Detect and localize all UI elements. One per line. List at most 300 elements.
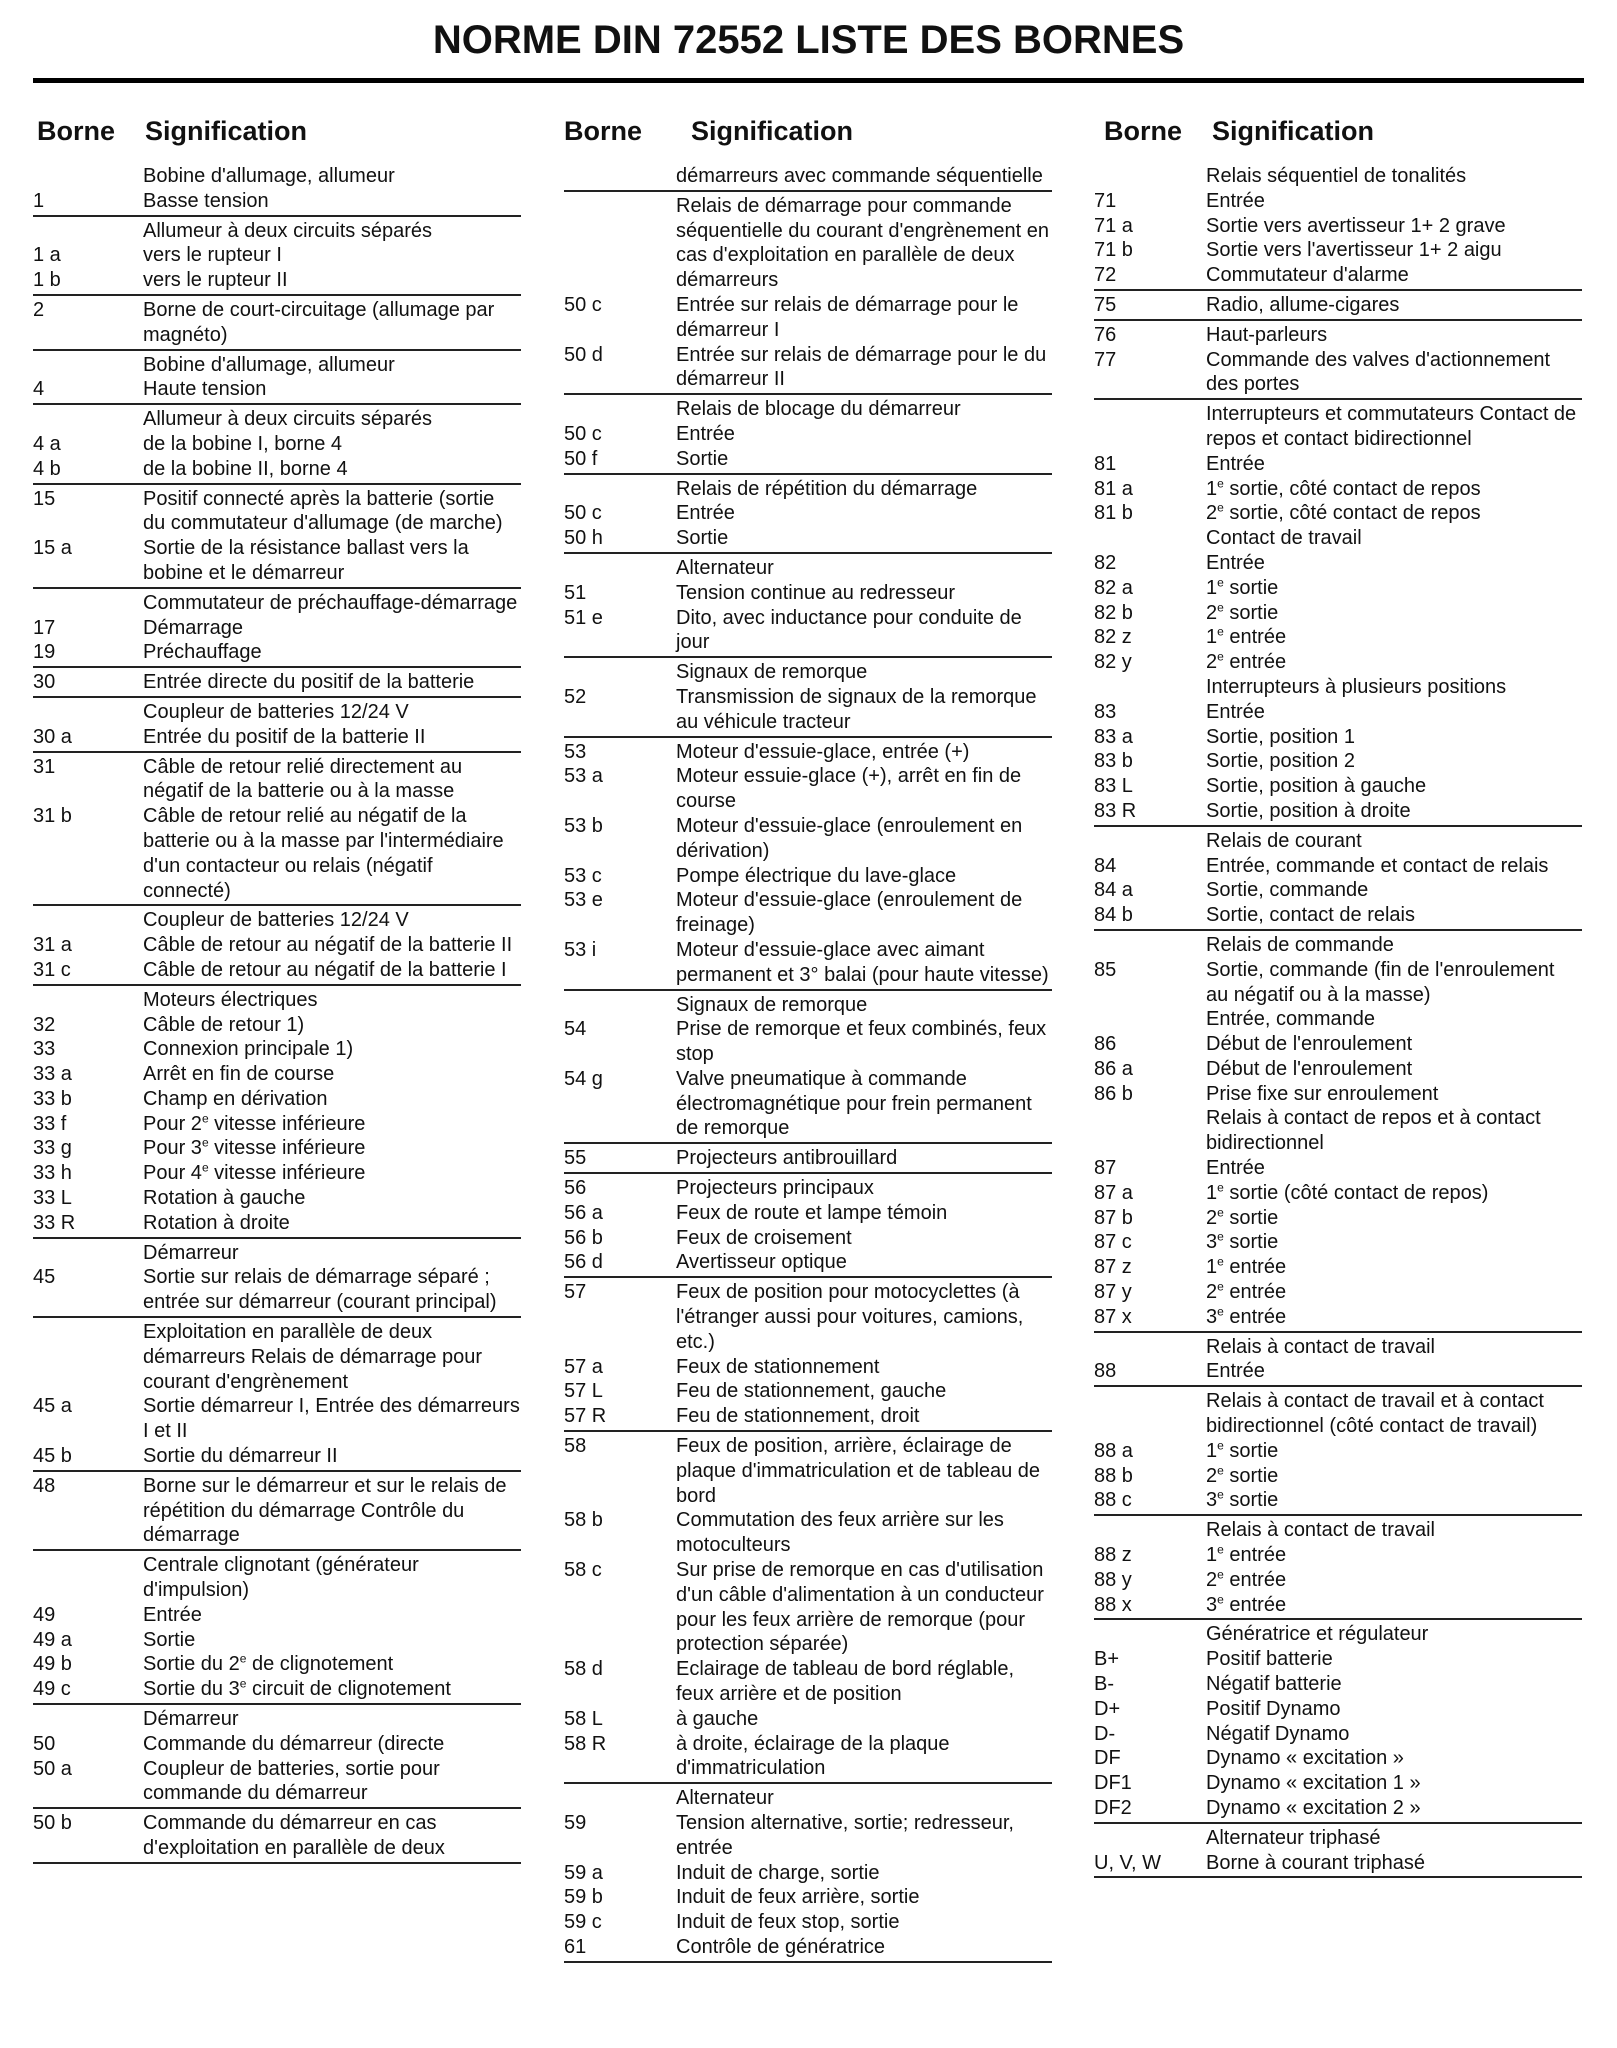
terminal-row	[564, 1707, 1052, 1732]
terminal-row	[1094, 1230, 1582, 1255]
terminal-group	[33, 405, 521, 484]
terminal-number: 17	[33, 616, 56, 639]
terminal-number: 55	[564, 1147, 587, 1170]
terminal-row	[564, 1558, 1052, 1657]
terminal-number: 57 L	[564, 1380, 603, 1403]
terminal-number	[1094, 1826, 1206, 1851]
terminal-number: 88	[1094, 1360, 1117, 1383]
terminal-meaning: Relais séquentiel de tonalités	[1206, 165, 1467, 187]
terminal-row	[564, 556, 1052, 581]
terminal-number: 83 L	[1094, 775, 1133, 798]
terminal-row	[1094, 1593, 1582, 1618]
terminal-meaning: Coupleur de batteries 12/24 V	[143, 700, 409, 723]
terminal-number	[33, 353, 143, 378]
terminal-number	[33, 908, 143, 933]
terminal-row	[33, 487, 521, 537]
terminal-meaning: 3e sortie	[1206, 1487, 1279, 1512]
terminal-number: 87 a	[1094, 1181, 1133, 1204]
terminal-group	[564, 1278, 1052, 1432]
terminal-table	[564, 162, 1052, 1963]
terminal-number: 83 b	[1094, 750, 1133, 773]
terminal-row	[33, 804, 521, 903]
terminal-row	[1094, 829, 1582, 854]
terminal-meaning: Sortie	[676, 447, 729, 470]
terminal-number: 50 h	[564, 527, 603, 550]
terminal-row	[33, 1474, 521, 1548]
terminal-meaning: 2e sortie	[1206, 1462, 1279, 1487]
terminal-meaning: Dynamo « excitation 2 »	[1206, 1797, 1421, 1819]
header-signification: Signification	[1212, 116, 1374, 146]
terminal-number: 86 a	[1094, 1057, 1133, 1080]
terminal-row	[33, 933, 521, 958]
terminal-number: 50 c	[564, 502, 602, 525]
terminal-meaning: Interrupteurs et commutateurs Contact de repos et contact bidirectionnel	[1206, 403, 1577, 450]
terminal-number: 49 c	[33, 1678, 71, 1701]
terminal-meaning: 2e sortie	[1206, 599, 1279, 624]
terminal-meaning: Relais de commande	[1206, 933, 1394, 956]
terminal-meaning: Feux de croisement	[676, 1226, 852, 1249]
terminal-meaning: Négatif batterie	[1206, 1673, 1342, 1696]
terminal-number	[33, 219, 143, 244]
terminal-number: 82 a	[1094, 576, 1133, 599]
terminal-number: 82 z	[1094, 626, 1132, 649]
terminal-number	[33, 164, 143, 189]
terminal-number: 75	[1094, 293, 1117, 316]
terminal-number: 45 a	[33, 1395, 72, 1418]
terminal-number	[1094, 1518, 1206, 1543]
terminal-number: 59	[564, 1812, 587, 1834]
terminal-row	[1094, 1255, 1582, 1280]
terminal-group	[33, 1705, 521, 1809]
terminal-group	[564, 475, 1052, 554]
terminal-row	[1094, 477, 1582, 502]
terminal-number: 81 a	[1094, 477, 1133, 500]
terminal-row	[1094, 214, 1582, 239]
terminal-table	[33, 162, 521, 1864]
terminal-meaning: Câble de retour au négatif de la batterie II	[143, 934, 513, 957]
terminal-meaning: Relais à contact de travail	[1206, 1519, 1436, 1542]
terminal-row	[33, 1603, 521, 1628]
terminal-group	[1094, 1620, 1582, 1823]
terminal-row	[1094, 1082, 1582, 1107]
terminal-row	[1094, 1389, 1582, 1439]
terminal-number: 87 b	[1094, 1206, 1133, 1229]
terminal-row	[1094, 1181, 1582, 1206]
terminal-row	[1094, 933, 1582, 958]
terminal-row	[33, 536, 521, 586]
terminal-group	[564, 395, 1052, 474]
terminal-row	[33, 457, 521, 482]
terminal-number	[564, 993, 676, 1018]
terminal-meaning: Pour 4e vitesse inférieure	[143, 1160, 366, 1185]
terminal-meaning: Relais de démarrage pour commande séquentielle du courant d'engrènement en cas d'exploitation en parallèle de deux démarreurs	[676, 194, 1049, 292]
terminal-meaning: Commande des valves d'actionnement des portes	[1206, 348, 1551, 396]
terminal-meaning: Signaux de remorque	[676, 993, 868, 1016]
terminal-row	[33, 298, 521, 348]
terminal-number: 53 e	[564, 889, 603, 912]
terminal-meaning: Entrée du positif de la batterie II	[143, 725, 426, 748]
terminal-row	[33, 243, 521, 268]
terminal-meaning: Entrée	[1206, 700, 1265, 723]
terminal-meaning: Sortie, commande	[1206, 879, 1369, 902]
terminal-meaning: Entrée directe du positif de la batterie	[143, 671, 475, 694]
terminal-meaning: Relais à contact de travail et à contact bidirectionnel (côté contact de travail)	[1206, 1390, 1544, 1438]
terminal-meaning: Coupleur de batteries 12/24 V	[143, 909, 409, 932]
terminal-row	[33, 1136, 521, 1161]
terminal-meaning: Bobine d'allumage, allumeur	[143, 353, 395, 376]
terminal-meaning: Arrêt en fin de course	[143, 1063, 335, 1086]
terminal-row	[1094, 1746, 1582, 1771]
terminal-number	[1094, 1622, 1206, 1647]
terminal-row	[564, 1067, 1052, 1141]
terminal-group	[1094, 400, 1582, 827]
terminal-meaning: Commutateur de préchauffage-démarrage	[143, 591, 518, 614]
terminal-number: 54 g	[564, 1067, 603, 1090]
terminal-row	[1094, 189, 1582, 214]
terminal-meaning: Relais de répétition du démarrage	[676, 477, 978, 500]
terminal-number: 58 c	[564, 1559, 602, 1582]
terminal-group	[1094, 321, 1582, 400]
terminal-meaning: Induit de feux arrière, sortie	[676, 1886, 920, 1909]
terminal-number	[564, 660, 676, 685]
terminal-number: 57 R	[564, 1405, 607, 1428]
terminal-row	[1094, 1439, 1582, 1464]
terminal-row	[564, 1017, 1052, 1067]
terminal-number: 88 x	[1094, 1593, 1132, 1616]
terminal-meaning: 3e entrée	[1206, 1591, 1287, 1616]
terminal-column-3	[1094, 110, 1582, 1878]
terminal-row	[564, 1935, 1052, 1960]
terminal-row	[1094, 625, 1582, 650]
terminal-number: 49	[33, 1603, 56, 1626]
terminal-number: 32	[33, 1013, 56, 1036]
terminal-meaning: Valve pneumatique à commande électromagnétique pour frein permanent de remorque	[676, 1067, 1032, 1140]
terminal-group	[33, 589, 521, 668]
terminal-meaning: 1e entrée	[1206, 624, 1287, 649]
terminal-number: 86	[1094, 1033, 1117, 1056]
terminal-row	[1094, 958, 1582, 1008]
terminal-number	[1094, 675, 1206, 700]
column-header	[1094, 110, 1582, 162]
terminal-row	[33, 1320, 521, 1394]
terminal-meaning: Sortie vers avertisseur 1+ 2 grave	[1206, 214, 1506, 237]
terminal-row	[564, 194, 1052, 293]
terminal-number: 87 x	[1094, 1305, 1132, 1328]
terminal-row	[1094, 526, 1582, 551]
terminal-number: 61	[564, 1935, 587, 1958]
terminal-meaning: Sortie, commande (fin de l'enroulement au négatif ou à la masse)	[1206, 958, 1555, 1006]
terminal-group	[1094, 827, 1582, 931]
terminal-column-1	[33, 110, 521, 1864]
terminal-row	[564, 606, 1052, 656]
terminal-group	[564, 658, 1052, 737]
terminal-number: 50 b	[33, 1812, 72, 1835]
terminal-row	[33, 725, 521, 750]
terminal-meaning: 1e sortie (côté contact de repos)	[1206, 1180, 1489, 1204]
terminal-row	[1094, 323, 1582, 348]
terminal-meaning: Câble de retour 1)	[143, 1013, 305, 1036]
terminal-meaning: Induit de feux stop, sortie	[676, 1911, 900, 1934]
terminal-row	[33, 268, 521, 293]
terminal-row	[33, 219, 521, 244]
terminal-row	[1094, 1280, 1582, 1305]
terminal-number: 87 y	[1094, 1281, 1132, 1304]
terminal-meaning: Feux de stationnement	[676, 1355, 880, 1378]
terminal-meaning: Entrée sur relais de démarrage pour le du démarreur II	[676, 343, 1047, 391]
terminal-row	[564, 1226, 1052, 1251]
terminal-meaning: Câble de retour au négatif de la batterie I	[143, 958, 507, 981]
terminal-row	[564, 740, 1052, 765]
terminal-number: 86 b	[1094, 1082, 1133, 1105]
terminal-row	[33, 407, 521, 432]
terminal-row	[33, 1652, 521, 1677]
terminal-meaning: Entrée	[1206, 551, 1265, 574]
terminal-number: 30 a	[33, 725, 72, 748]
terminal-table	[1094, 162, 1582, 1878]
terminal-number: 1 a	[33, 244, 61, 267]
terminal-group	[564, 1432, 1052, 1784]
terminal-row	[1094, 774, 1582, 799]
terminal-row	[33, 1087, 521, 1112]
terminal-meaning: 1e entrée	[1206, 1254, 1287, 1279]
terminal-number: 49 a	[33, 1628, 72, 1651]
terminal-group	[33, 296, 521, 351]
terminal-meaning: Sortie du 3e circuit de clignotement	[143, 1676, 451, 1701]
terminal-number: 54	[564, 1018, 587, 1041]
terminal-row	[564, 343, 1052, 393]
terminal-row	[1094, 1488, 1582, 1513]
terminal-meaning: Préchauffage	[143, 641, 262, 664]
terminal-number: 82 y	[1094, 651, 1132, 674]
terminal-group	[33, 906, 521, 985]
terminal-row	[564, 1280, 1052, 1354]
terminal-meaning: Borne sur le démarreur et sur le relais de répétition du démarrage Contrôle du démarrage	[143, 1474, 507, 1547]
terminal-meaning: 1e sortie, côté contact de repos	[1206, 475, 1481, 500]
terminal-number: 53	[564, 740, 587, 763]
terminal-row	[564, 1250, 1052, 1275]
terminal-group	[33, 668, 521, 698]
terminal-number: 53 b	[564, 814, 603, 837]
terminal-row	[1094, 1851, 1582, 1876]
terminal-meaning: Moteur d'essuie-glace (enroulement de freinage)	[676, 889, 1023, 937]
terminal-group	[1094, 1333, 1582, 1388]
terminal-number: 82 b	[1094, 601, 1133, 624]
terminal-row	[1094, 452, 1582, 477]
terminal-number: 2	[33, 298, 45, 321]
terminal-meaning: Sortie de la résistance ballast vers la bobine et le démarreur	[143, 537, 469, 584]
terminal-number	[564, 1786, 676, 1811]
terminal-row	[33, 1112, 521, 1137]
terminal-meaning: Contact de travail	[1206, 527, 1362, 550]
terminal-row	[33, 353, 521, 378]
column-header	[33, 110, 521, 162]
terminal-group	[1094, 162, 1582, 291]
terminal-number: 50 c	[564, 422, 602, 445]
terminal-group	[564, 1174, 1052, 1278]
terminal-number: 33	[33, 1038, 56, 1061]
terminal-number: 15 a	[33, 537, 72, 560]
terminal-number: 56 d	[564, 1251, 603, 1274]
terminal-group	[564, 192, 1052, 395]
terminal-row	[564, 1146, 1052, 1171]
terminal-row	[564, 293, 1052, 343]
terminal-meaning: Commande du démarreur en cas d'exploitation en parallèle de deux	[143, 1812, 445, 1859]
terminal-meaning: Démarrage	[143, 616, 244, 639]
terminal-meaning: Sortie démarreur I, Entrée des démarreurs I et II	[143, 1395, 520, 1443]
terminal-number: 33 L	[33, 1187, 72, 1210]
terminal-group	[33, 698, 521, 753]
terminal-meaning: Radio, allume-cigares	[1206, 293, 1400, 316]
terminal-row	[1094, 1007, 1582, 1032]
terminal-number: 71 a	[1094, 214, 1133, 237]
terminal-number: 83 a	[1094, 725, 1133, 748]
terminal-group	[33, 217, 521, 296]
terminal-meaning: Alternateur	[676, 556, 774, 579]
terminal-meaning: Allumeur à deux circuits séparés	[143, 408, 433, 431]
terminal-number: 82	[1094, 551, 1117, 574]
terminal-meaning: Sortie du démarreur II	[143, 1445, 338, 1468]
terminal-meaning: Allumeur à deux circuits séparés	[143, 219, 433, 242]
title-divider	[33, 78, 1584, 83]
terminal-meaning: Moteur d'essuie-glace (enroulement en dérivation)	[676, 814, 1023, 862]
terminal-number	[1094, 164, 1206, 189]
terminal-number	[564, 477, 676, 502]
terminal-number: 51	[564, 581, 587, 604]
terminal-meaning: 1e entrée	[1206, 1542, 1287, 1567]
terminal-meaning: Coupleur de batteries, sortie pour commande du démarreur	[143, 1757, 440, 1805]
terminal-row	[1094, 1796, 1582, 1821]
terminal-number: 83 R	[1094, 799, 1137, 822]
terminal-meaning: Dynamo « excitation »	[1206, 1747, 1404, 1770]
terminal-number	[564, 556, 676, 581]
terminal-row	[33, 1811, 521, 1861]
terminal-row	[1094, 1697, 1582, 1722]
terminal-group	[33, 485, 521, 589]
terminal-row	[564, 1355, 1052, 1380]
terminal-row	[564, 1861, 1052, 1886]
terminal-number: 58 R	[564, 1732, 607, 1755]
terminal-meaning: Signaux de remorque	[676, 661, 868, 684]
terminal-row	[564, 164, 1052, 189]
header-borne: Borne	[564, 116, 643, 146]
terminal-meaning: Tension alternative, sortie; redresseur, entrée	[676, 1812, 1014, 1859]
terminal-column-2	[564, 110, 1052, 1963]
terminal-meaning: 1e sortie	[1206, 575, 1279, 599]
terminal-row	[1094, 1672, 1582, 1697]
terminal-meaning: Pour 3e vitesse inférieure	[143, 1135, 366, 1160]
terminal-number: 33 R	[33, 1211, 76, 1234]
terminal-meaning: Entrée	[1206, 189, 1265, 212]
terminal-meaning: 2e sortie	[1206, 1205, 1279, 1229]
terminal-row	[564, 938, 1052, 988]
terminal-row	[1094, 650, 1582, 675]
terminal-number	[33, 1241, 143, 1266]
terminal-meaning: Câble de retour relié directement au négatif de la batterie ou à la masse	[143, 755, 463, 803]
terminal-row	[33, 1241, 521, 1266]
terminal-number	[33, 1707, 143, 1732]
terminal-row	[1094, 1206, 1582, 1231]
terminal-number: 53 c	[564, 864, 602, 887]
terminal-meaning: vers le rupteur I	[143, 244, 282, 267]
terminal-meaning: Alternateur triphasé	[1206, 1826, 1381, 1849]
terminal-number: 30	[33, 671, 56, 694]
terminal-row	[33, 1013, 521, 1038]
terminal-number: 49 b	[33, 1653, 72, 1676]
terminal-number: 58 b	[564, 1509, 603, 1532]
terminal-meaning: Entrée	[143, 1603, 202, 1626]
terminal-group	[1094, 931, 1582, 1333]
terminal-group	[33, 1239, 521, 1318]
terminal-meaning: Démarreur	[143, 1241, 239, 1264]
terminal-meaning: Avertisseur optique	[676, 1251, 847, 1274]
terminal-meaning: 1e sortie	[1206, 1438, 1279, 1462]
terminal-row	[1094, 1771, 1582, 1796]
terminal-number: 52	[564, 685, 587, 708]
terminal-number	[1094, 526, 1206, 551]
terminal-number: D+	[1094, 1697, 1121, 1720]
terminal-row	[33, 1161, 521, 1186]
terminal-row	[564, 1379, 1052, 1404]
terminal-row	[1094, 725, 1582, 750]
terminal-row	[564, 526, 1052, 551]
terminal-row	[564, 1885, 1052, 1910]
terminal-meaning: Contrôle de génératrice	[676, 1935, 886, 1958]
terminal-group	[564, 991, 1052, 1145]
terminal-row	[33, 164, 521, 189]
terminal-meaning: Haute tension	[143, 378, 267, 401]
terminal-row	[1094, 1464, 1582, 1489]
terminal-meaning: Sortie, position 1	[1206, 725, 1355, 748]
terminal-number	[1094, 829, 1206, 854]
terminal-meaning: Relais de blocage du démarreur	[676, 398, 961, 421]
terminal-meaning: Pour 2e vitesse inférieure	[143, 1111, 366, 1135]
terminal-meaning: Moteur essuie-glace (+), arrêt en fin de course	[676, 765, 1022, 813]
terminal-number: 4 b	[33, 457, 61, 480]
terminal-meaning: Entrée	[1206, 1157, 1265, 1180]
terminal-meaning: Relais à contact de repos et à contact bidirectionnel	[1206, 1107, 1541, 1155]
terminal-group	[564, 162, 1052, 192]
terminal-number: 59 a	[564, 1861, 603, 1884]
terminal-row	[564, 1811, 1052, 1861]
terminal-number: 81	[1094, 452, 1117, 475]
terminal-row	[33, 700, 521, 725]
terminal-row	[1094, 854, 1582, 879]
terminal-row	[1094, 1518, 1582, 1543]
terminal-meaning: Entrée	[676, 422, 735, 445]
terminal-number: 77	[1094, 348, 1117, 371]
terminal-number: 31 a	[33, 934, 72, 957]
terminal-number	[33, 591, 143, 616]
terminal-row	[564, 764, 1052, 814]
terminal-number: B+	[1094, 1648, 1120, 1671]
terminal-meaning: Commutateur d'alarme	[1206, 264, 1409, 287]
terminal-meaning: Commande du démarreur (directe	[143, 1732, 445, 1755]
terminal-group	[564, 738, 1052, 991]
terminal-group	[33, 753, 521, 907]
terminal-number	[1094, 1007, 1206, 1032]
terminal-number: 88 b	[1094, 1464, 1133, 1487]
terminal-number: 72	[1094, 264, 1117, 287]
terminal-meaning: Feux de position pour motocyclettes (à l'étranger aussi pour voitures, camions, etc.)	[676, 1281, 1024, 1353]
terminal-number: 84	[1094, 854, 1117, 877]
terminal-meaning: Entrée	[1206, 452, 1265, 475]
terminal-number	[33, 700, 143, 725]
terminal-row	[33, 377, 521, 402]
terminal-meaning: Basse tension	[143, 189, 269, 212]
terminal-number: 19	[33, 641, 56, 664]
terminal-group	[33, 1472, 521, 1551]
terminal-number	[564, 397, 676, 422]
